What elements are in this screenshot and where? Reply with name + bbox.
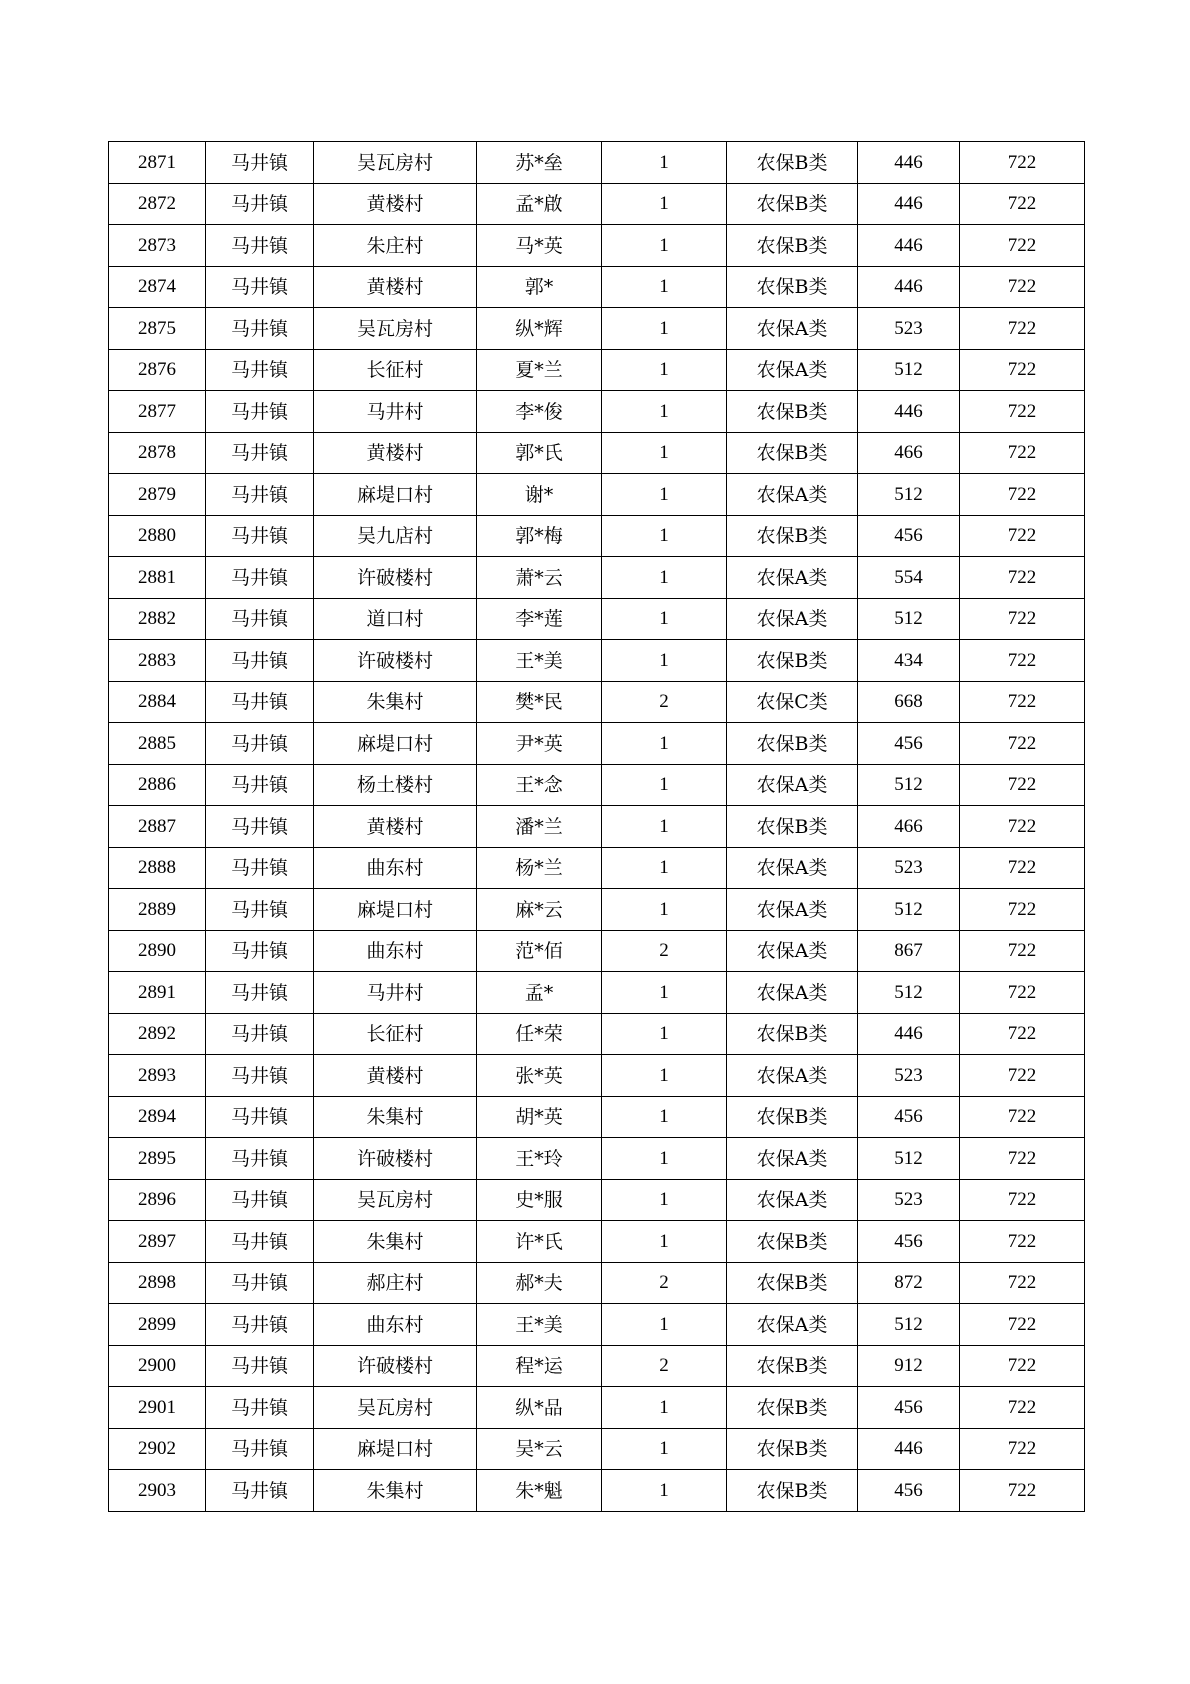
household-count-cell: 1 [602,391,727,433]
insurance-category-cell: 农保A类 [727,474,858,516]
household-count-cell: 1 [602,765,727,806]
village-name-cell: 朱集村 [314,682,477,723]
row-number-cell: 2892 [109,1014,206,1055]
table-row [109,433,1085,474]
row-number-cell: 2887 [109,806,206,848]
village-name-cell: 吴瓦房村 [314,308,477,350]
standard-value-cell: 722 [960,1055,1085,1097]
standard-value-cell: 722 [960,474,1085,516]
row-number-cell: 2886 [109,765,206,806]
person-name-cell: 张*英 [477,1055,602,1097]
village-name-cell: 吴瓦房村 [314,1387,477,1429]
standard-value-cell: 722 [960,1180,1085,1221]
town-name-cell: 马井镇 [206,1470,314,1512]
household-count-cell: 1 [602,1180,727,1221]
table-row [109,1138,1085,1180]
amount-value-cell: 466 [858,806,960,848]
household-count-cell: 1 [602,350,727,391]
amount-value-cell: 446 [858,1429,960,1470]
table-row [109,516,1085,557]
table-row [109,1387,1085,1429]
amount-value-cell: 446 [858,267,960,308]
insurance-category-cell: 农保B类 [727,142,858,184]
amount-value-cell: 668 [858,682,960,723]
town-name-cell: 马井镇 [206,225,314,267]
person-name-cell: 潘*兰 [477,806,602,848]
village-name-cell: 朱庄村 [314,225,477,267]
row-number-cell: 2898 [109,1263,206,1304]
standard-value-cell: 722 [960,848,1085,889]
village-name-cell: 黄楼村 [314,184,477,225]
household-count-cell: 1 [602,557,727,599]
village-name-cell: 朱集村 [314,1221,477,1263]
person-name-cell: 胡*英 [477,1097,602,1138]
table-row [109,972,1085,1014]
town-name-cell: 马井镇 [206,889,314,931]
table-row [109,889,1085,931]
amount-value-cell: 512 [858,972,960,1014]
person-name-cell: 李*莲 [477,599,602,640]
standard-value-cell: 722 [960,599,1085,640]
table-row [109,1221,1085,1263]
table-row [109,723,1085,765]
insurance-category-cell: 农保A类 [727,1138,858,1180]
insurance-category-cell: 农保B类 [727,1470,858,1512]
person-name-cell: 樊*民 [477,682,602,723]
household-count-cell: 1 [602,267,727,308]
person-name-cell: 王*美 [477,1304,602,1346]
person-name-cell: 纵*辉 [477,308,602,350]
amount-value-cell: 523 [858,848,960,889]
village-name-cell: 吴九店村 [314,516,477,557]
row-number-cell: 2896 [109,1180,206,1221]
row-number-cell: 2872 [109,184,206,225]
household-count-cell: 1 [602,972,727,1014]
village-name-cell: 吴瓦房村 [314,142,477,184]
household-count-cell: 1 [602,806,727,848]
table-body [109,142,1085,1512]
insurance-category-cell: 农保B类 [727,433,858,474]
amount-value-cell: 523 [858,308,960,350]
insurance-category-cell: 农保B类 [727,225,858,267]
table-row [109,1470,1085,1512]
household-count-cell: 1 [602,1014,727,1055]
standard-value-cell: 722 [960,1221,1085,1263]
insurance-category-cell: 农保A类 [727,1055,858,1097]
standard-value-cell: 722 [960,225,1085,267]
town-name-cell: 马井镇 [206,1138,314,1180]
person-name-cell: 麻*云 [477,889,602,931]
amount-value-cell: 512 [858,1304,960,1346]
standard-value-cell: 722 [960,1470,1085,1512]
person-name-cell: 杨*兰 [477,848,602,889]
person-name-cell: 郭*氏 [477,433,602,474]
insurance-category-cell: 农保B类 [727,1097,858,1138]
insurance-category-cell: 农保A类 [727,350,858,391]
amount-value-cell: 872 [858,1263,960,1304]
table-row [109,1180,1085,1221]
town-name-cell: 马井镇 [206,1346,314,1387]
row-number-cell: 2902 [109,1429,206,1470]
standard-value-cell: 722 [960,391,1085,433]
person-name-cell: 纵*品 [477,1387,602,1429]
town-name-cell: 马井镇 [206,267,314,308]
amount-value-cell: 456 [858,1387,960,1429]
amount-value-cell: 456 [858,1470,960,1512]
household-count-cell: 2 [602,931,727,972]
amount-value-cell: 446 [858,1014,960,1055]
row-number-cell: 2875 [109,308,206,350]
standard-value-cell: 722 [960,889,1085,931]
town-name-cell: 马井镇 [206,1180,314,1221]
standard-value-cell: 722 [960,1097,1085,1138]
standard-value-cell: 722 [960,1387,1085,1429]
table-row [109,848,1085,889]
person-name-cell: 许*氏 [477,1221,602,1263]
table-row [109,599,1085,640]
row-number-cell: 2890 [109,931,206,972]
table-row [109,557,1085,599]
row-number-cell: 2882 [109,599,206,640]
standard-value-cell: 722 [960,184,1085,225]
village-name-cell: 麻堤口村 [314,1429,477,1470]
standard-value-cell: 722 [960,1014,1085,1055]
village-name-cell: 曲东村 [314,1304,477,1346]
insurance-category-cell: 农保A类 [727,931,858,972]
table-row [109,474,1085,516]
town-name-cell: 马井镇 [206,391,314,433]
amount-value-cell: 466 [858,433,960,474]
village-name-cell: 长征村 [314,1014,477,1055]
village-name-cell: 麻堤口村 [314,723,477,765]
household-count-cell: 1 [602,640,727,682]
town-name-cell: 马井镇 [206,1055,314,1097]
table-row [109,806,1085,848]
person-name-cell: 孟* [477,972,602,1014]
village-name-cell: 朱集村 [314,1097,477,1138]
row-number-cell: 2901 [109,1387,206,1429]
insurance-category-cell: 农保A类 [727,765,858,806]
insurance-category-cell: 农保B类 [727,391,858,433]
person-name-cell: 郭*梅 [477,516,602,557]
amount-value-cell: 512 [858,1138,960,1180]
person-name-cell: 朱*魁 [477,1470,602,1512]
standard-value-cell: 722 [960,806,1085,848]
household-count-cell: 2 [602,1263,727,1304]
insurance-category-cell: 农保B类 [727,1014,858,1055]
row-number-cell: 2885 [109,723,206,765]
amount-value-cell: 456 [858,516,960,557]
amount-value-cell: 512 [858,765,960,806]
amount-value-cell: 446 [858,225,960,267]
person-name-cell: 苏*垒 [477,142,602,184]
person-name-cell: 王*念 [477,765,602,806]
household-count-cell: 1 [602,1387,727,1429]
town-name-cell: 马井镇 [206,640,314,682]
standard-value-cell: 722 [960,350,1085,391]
person-name-cell: 史*服 [477,1180,602,1221]
amount-value-cell: 867 [858,931,960,972]
standard-value-cell: 722 [960,682,1085,723]
table-row [109,1055,1085,1097]
village-name-cell: 马井村 [314,972,477,1014]
household-count-cell: 1 [602,516,727,557]
person-name-cell: 程*运 [477,1346,602,1387]
records-table [108,141,1085,1512]
row-number-cell: 2888 [109,848,206,889]
row-number-cell: 2879 [109,474,206,516]
person-name-cell: 李*俊 [477,391,602,433]
household-count-cell: 1 [602,474,727,516]
standard-value-cell: 722 [960,142,1085,184]
town-name-cell: 马井镇 [206,848,314,889]
town-name-cell: 马井镇 [206,474,314,516]
town-name-cell: 马井镇 [206,1097,314,1138]
household-count-cell: 1 [602,1429,727,1470]
household-count-cell: 1 [602,1097,727,1138]
village-name-cell: 曲东村 [314,931,477,972]
town-name-cell: 马井镇 [206,682,314,723]
amount-value-cell: 512 [858,889,960,931]
household-count-cell: 1 [602,184,727,225]
amount-value-cell: 446 [858,142,960,184]
standard-value-cell: 722 [960,723,1085,765]
household-count-cell: 1 [602,433,727,474]
village-name-cell: 马井村 [314,391,477,433]
town-name-cell: 马井镇 [206,1429,314,1470]
amount-value-cell: 446 [858,391,960,433]
standard-value-cell: 722 [960,308,1085,350]
insurance-category-cell: 农保B类 [727,267,858,308]
standard-value-cell: 722 [960,433,1085,474]
table-row [109,1304,1085,1346]
person-name-cell: 夏*兰 [477,350,602,391]
table-row [109,1263,1085,1304]
row-number-cell: 2891 [109,972,206,1014]
amount-value-cell: 456 [858,1221,960,1263]
insurance-category-cell: 农保B类 [727,184,858,225]
village-name-cell: 黄楼村 [314,1055,477,1097]
person-name-cell: 王*美 [477,640,602,682]
standard-value-cell: 722 [960,557,1085,599]
person-name-cell: 范*佰 [477,931,602,972]
insurance-category-cell: 农保B类 [727,806,858,848]
table-row [109,931,1085,972]
amount-value-cell: 434 [858,640,960,682]
row-number-cell: 2895 [109,1138,206,1180]
table-row [109,225,1085,267]
insurance-category-cell: 农保B类 [727,1221,858,1263]
village-name-cell: 麻堤口村 [314,889,477,931]
insurance-category-cell: 农保B类 [727,640,858,682]
village-name-cell: 郝庄村 [314,1263,477,1304]
amount-value-cell: 512 [858,350,960,391]
insurance-category-cell: 农保B类 [727,1429,858,1470]
household-count-cell: 1 [602,1304,727,1346]
row-number-cell: 2884 [109,682,206,723]
table-row [109,267,1085,308]
village-name-cell: 曲东村 [314,848,477,889]
village-name-cell: 许破楼村 [314,1346,477,1387]
amount-value-cell: 446 [858,184,960,225]
village-name-cell: 朱集村 [314,1470,477,1512]
row-number-cell: 2880 [109,516,206,557]
person-name-cell: 吴*云 [477,1429,602,1470]
insurance-category-cell: 农保A类 [727,1304,858,1346]
standard-value-cell: 722 [960,1429,1085,1470]
insurance-category-cell: 农保A类 [727,308,858,350]
household-count-cell: 1 [602,599,727,640]
village-name-cell: 黄楼村 [314,267,477,308]
person-name-cell: 萧*云 [477,557,602,599]
row-number-cell: 2893 [109,1055,206,1097]
amount-value-cell: 912 [858,1346,960,1387]
row-number-cell: 2877 [109,391,206,433]
town-name-cell: 马井镇 [206,1387,314,1429]
town-name-cell: 马井镇 [206,1263,314,1304]
standard-value-cell: 722 [960,516,1085,557]
town-name-cell: 马井镇 [206,723,314,765]
village-name-cell: 道口村 [314,599,477,640]
household-count-cell: 2 [602,682,727,723]
standard-value-cell: 722 [960,640,1085,682]
town-name-cell: 马井镇 [206,972,314,1014]
row-number-cell: 2894 [109,1097,206,1138]
insurance-category-cell: 农保A类 [727,1180,858,1221]
insurance-category-cell: 农保B类 [727,723,858,765]
insurance-category-cell: 农保B类 [727,1263,858,1304]
row-number-cell: 2878 [109,433,206,474]
table-row [109,308,1085,350]
amount-value-cell: 523 [858,1180,960,1221]
person-name-cell: 尹*英 [477,723,602,765]
row-number-cell: 2876 [109,350,206,391]
row-number-cell: 2873 [109,225,206,267]
amount-value-cell: 456 [858,1097,960,1138]
person-name-cell: 任*荣 [477,1014,602,1055]
row-number-cell: 2874 [109,267,206,308]
town-name-cell: 马井镇 [206,142,314,184]
household-count-cell: 1 [602,142,727,184]
table-row [109,682,1085,723]
table-row [109,640,1085,682]
row-number-cell: 2881 [109,557,206,599]
standard-value-cell: 722 [960,1263,1085,1304]
amount-value-cell: 456 [858,723,960,765]
village-name-cell: 长征村 [314,350,477,391]
town-name-cell: 马井镇 [206,765,314,806]
amount-value-cell: 554 [858,557,960,599]
town-name-cell: 马井镇 [206,599,314,640]
town-name-cell: 马井镇 [206,1014,314,1055]
standard-value-cell: 722 [960,931,1085,972]
household-count-cell: 1 [602,1221,727,1263]
row-number-cell: 2883 [109,640,206,682]
standard-value-cell: 722 [960,1304,1085,1346]
row-number-cell: 2871 [109,142,206,184]
standard-value-cell: 722 [960,972,1085,1014]
person-name-cell: 郭* [477,267,602,308]
household-count-cell: 1 [602,889,727,931]
household-count-cell: 1 [602,848,727,889]
row-number-cell: 2897 [109,1221,206,1263]
table-row [109,350,1085,391]
village-name-cell: 麻堤口村 [314,474,477,516]
town-name-cell: 马井镇 [206,350,314,391]
insurance-category-cell: 农保B类 [727,1346,858,1387]
insurance-category-cell: 农保B类 [727,516,858,557]
town-name-cell: 马井镇 [206,557,314,599]
person-name-cell: 马*英 [477,225,602,267]
insurance-category-cell: 农保A类 [727,889,858,931]
village-name-cell: 许破楼村 [314,640,477,682]
standard-value-cell: 722 [960,1346,1085,1387]
row-number-cell: 2899 [109,1304,206,1346]
table-row [109,391,1085,433]
insurance-category-cell: 农保C类 [727,682,858,723]
amount-value-cell: 512 [858,599,960,640]
town-name-cell: 马井镇 [206,1221,314,1263]
person-name-cell: 孟*啟 [477,184,602,225]
amount-value-cell: 512 [858,474,960,516]
household-count-cell: 1 [602,1470,727,1512]
town-name-cell: 马井镇 [206,1304,314,1346]
village-name-cell: 黄楼村 [314,806,477,848]
table-row [109,142,1085,184]
row-number-cell: 2889 [109,889,206,931]
village-name-cell: 吴瓦房村 [314,1180,477,1221]
table-row [109,1346,1085,1387]
insurance-category-cell: 农保A类 [727,848,858,889]
household-count-cell: 2 [602,1346,727,1387]
household-count-cell: 1 [602,1138,727,1180]
table-row [109,1429,1085,1470]
household-count-cell: 1 [602,1055,727,1097]
insurance-category-cell: 农保A类 [727,972,858,1014]
standard-value-cell: 722 [960,267,1085,308]
town-name-cell: 马井镇 [206,308,314,350]
person-name-cell: 郝*夫 [477,1263,602,1304]
household-count-cell: 1 [602,308,727,350]
household-count-cell: 1 [602,723,727,765]
town-name-cell: 马井镇 [206,931,314,972]
standard-value-cell: 722 [960,1138,1085,1180]
row-number-cell: 2903 [109,1470,206,1512]
town-name-cell: 马井镇 [206,184,314,225]
insurance-category-cell: 农保B类 [727,1387,858,1429]
person-name-cell: 谢* [477,474,602,516]
table-row [109,1097,1085,1138]
row-number-cell: 2900 [109,1346,206,1387]
town-name-cell: 马井镇 [206,806,314,848]
village-name-cell: 许破楼村 [314,1138,477,1180]
village-name-cell: 杨土楼村 [314,765,477,806]
insurance-category-cell: 农保A类 [727,599,858,640]
person-name-cell: 王*玲 [477,1138,602,1180]
insurance-category-cell: 农保A类 [727,557,858,599]
village-name-cell: 黄楼村 [314,433,477,474]
table-row [109,1014,1085,1055]
table-row [109,184,1085,225]
table-row [109,765,1085,806]
village-name-cell: 许破楼村 [314,557,477,599]
town-name-cell: 马井镇 [206,433,314,474]
standard-value-cell: 722 [960,765,1085,806]
town-name-cell: 马井镇 [206,516,314,557]
amount-value-cell: 523 [858,1055,960,1097]
household-count-cell: 1 [602,225,727,267]
